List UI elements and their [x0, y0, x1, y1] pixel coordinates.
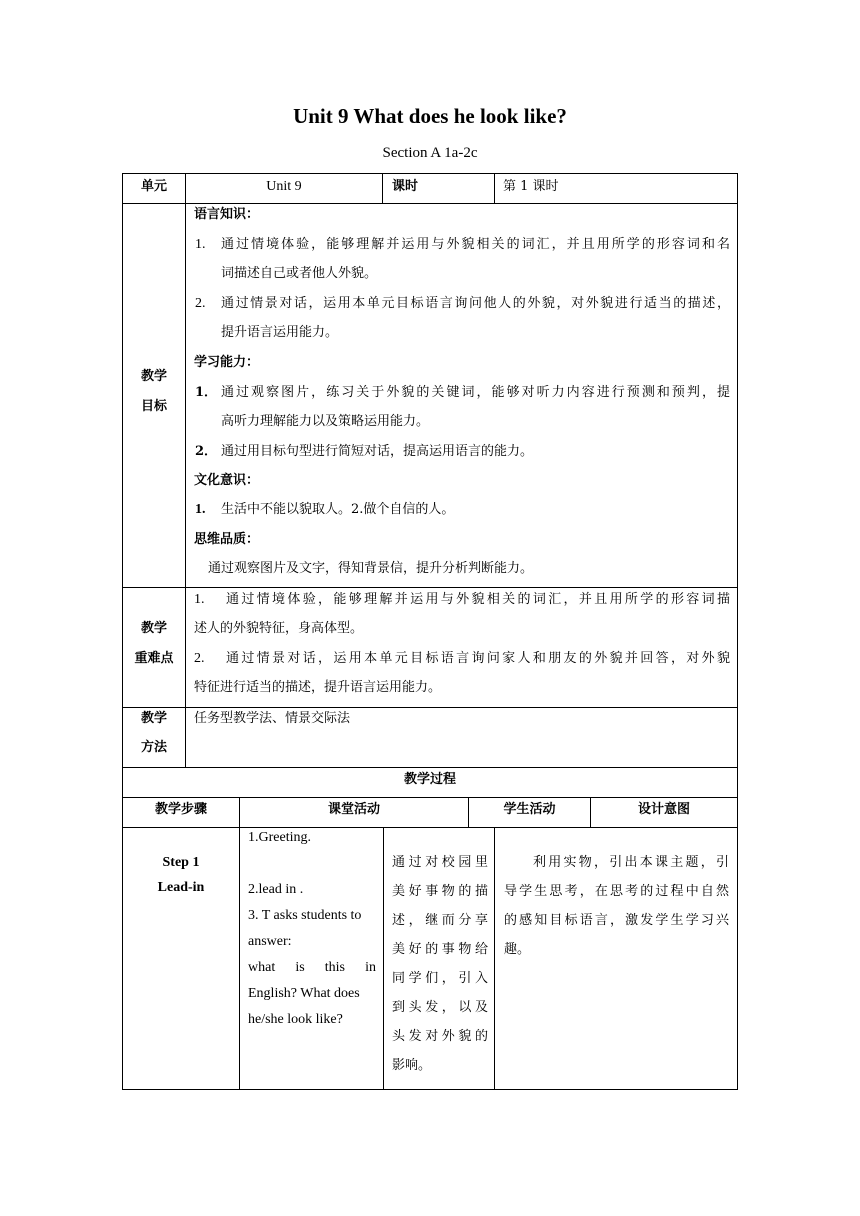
- step1-name-line2: Lead-in: [157, 880, 205, 895]
- kp-item1-line1: 通过情境体验，能够理解并运用与外貌相关的词汇，并且用所学的形容词描: [226, 592, 730, 607]
- la-item2-line1: 通过用目标句型进行简短对话，提高运用语言的能力。: [221, 444, 534, 459]
- step1-name-line1: Step 1: [162, 855, 200, 870]
- step1-intent-line: 趣。: [504, 942, 531, 957]
- step1-student-line: 到头发，以及: [392, 1000, 488, 1015]
- step1-student-line: 头发对外貌的: [392, 1029, 488, 1044]
- step1-student-line: 美好事物的描: [392, 884, 488, 899]
- objectives-label-line2: 目标: [140, 399, 167, 414]
- period-value: 第 1 课时: [503, 179, 559, 194]
- unit-label: 单元: [140, 179, 167, 194]
- tq-line1: 通过观察图片及文字，得知背景信，提升分析判断能力。: [208, 561, 534, 576]
- kp-item1-num: 1.: [194, 592, 205, 607]
- period-label: 课时: [392, 179, 419, 194]
- kp-item2-num: 2.: [194, 651, 205, 666]
- thinking-quality-heading: 思维品质：: [194, 532, 260, 547]
- la-item1-line1: 通过观察图片，练习关于外貌的关键词，能够对听力内容进行预测和预判，提: [221, 385, 730, 400]
- step1-intent-line: 导学生思考，在思考的过程中自然: [504, 884, 729, 899]
- step1-student-line: 同学们，引入: [392, 971, 488, 986]
- step1-activity-line6: English? What does: [248, 986, 360, 1001]
- keypoints-label-cell: [122, 587, 186, 708]
- step1-activity-word: is: [295, 960, 305, 975]
- col-header-intent: 设计意图: [637, 802, 690, 817]
- document-subtitle: Section A 1a-2c: [382, 145, 478, 161]
- step1-activity-word: in: [365, 960, 376, 975]
- col-header-activity: 课堂活动: [327, 802, 380, 817]
- la-item1-line2: 高听力理解能力以及策略运用能力。: [221, 414, 430, 429]
- la-item1-num: 1．: [195, 385, 218, 400]
- step1-student-line: 影响。: [392, 1058, 432, 1073]
- step1-student-line: 述，继而分享: [392, 913, 488, 928]
- step1-intent-line: 的感知目标语言，激发学生学习兴: [504, 913, 729, 928]
- objectives-label-line1: 教学: [140, 369, 167, 384]
- unit-value: Unit 9: [266, 179, 302, 194]
- keypoints-label-line1: 教学: [140, 621, 167, 636]
- step1-activity-line3: 3. T asks students to: [248, 908, 362, 923]
- step1-intent-line: 利用实物，引出本课主题，引: [533, 855, 729, 870]
- step1-activity-line2: 2.lead in .: [248, 882, 304, 897]
- step1-activity-word: this: [324, 960, 345, 975]
- step1-activity-line1: 1.Greeting.: [248, 830, 311, 845]
- step1-activity-word: what: [248, 960, 276, 975]
- lk-item1-line1: 通过情境体验，能够理解并运用与外貌相关的词汇，并且用所学的形容词和名: [221, 237, 730, 252]
- objectives-label-cell: [122, 203, 186, 588]
- col-header-student: 学生活动: [503, 802, 556, 817]
- lk-item2-line1: 通过情景对话，运用本单元目标语言询问他人的外貌，对外貌进行适当的描述，: [221, 296, 730, 311]
- kp-item1-line2: 述人的外貌特征，身高体型。: [194, 621, 364, 636]
- step1-student-line: 美好的事物给: [392, 942, 488, 957]
- la-item2-num: 2．: [195, 444, 218, 459]
- methods-label-line2: 方法: [140, 740, 167, 755]
- col-header-step: 教学步骤: [154, 802, 207, 817]
- lk-item1-line2: 词描述自己或者他人外貌。: [221, 266, 378, 281]
- ca-item1-num: 1.: [195, 502, 206, 517]
- lk-item1-num: 1.: [195, 237, 206, 252]
- ca-item1-line1: 生活中不能以貌取人。2.做个自信的人。: [221, 502, 455, 517]
- language-knowledge-heading: 语言知识：: [194, 207, 260, 222]
- step1-activity-line7: he/she look like?: [248, 1012, 343, 1027]
- step1-activity-line4: answer:: [248, 934, 292, 949]
- methods-label-line1: 教学: [140, 711, 167, 726]
- document-title: Unit 9 What does he look like?: [293, 104, 567, 128]
- methods-value: 任务型教学法、情景交际法: [194, 711, 351, 726]
- process-heading: 教学过程: [403, 772, 456, 787]
- keypoints-label-line2: 重难点: [134, 651, 174, 666]
- lk-item2-line2: 提升语言运用能力。: [221, 325, 339, 340]
- learning-ability-heading: 学习能力：: [194, 355, 260, 370]
- step1-student-line: 通过对校园里: [392, 855, 488, 870]
- step1-activity-line5: [248, 958, 376, 978]
- cultural-awareness-heading: 文化意识：: [194, 473, 260, 488]
- kp-item2-line2: 特征进行适当的描述，提升语言运用能力。: [194, 680, 442, 695]
- lk-item2-num: 2.: [195, 296, 206, 311]
- kp-item2-line1: 通过情景对话，运用本单元目标语言询问家人和朋友的外貌并回答，对外貌: [226, 651, 730, 666]
